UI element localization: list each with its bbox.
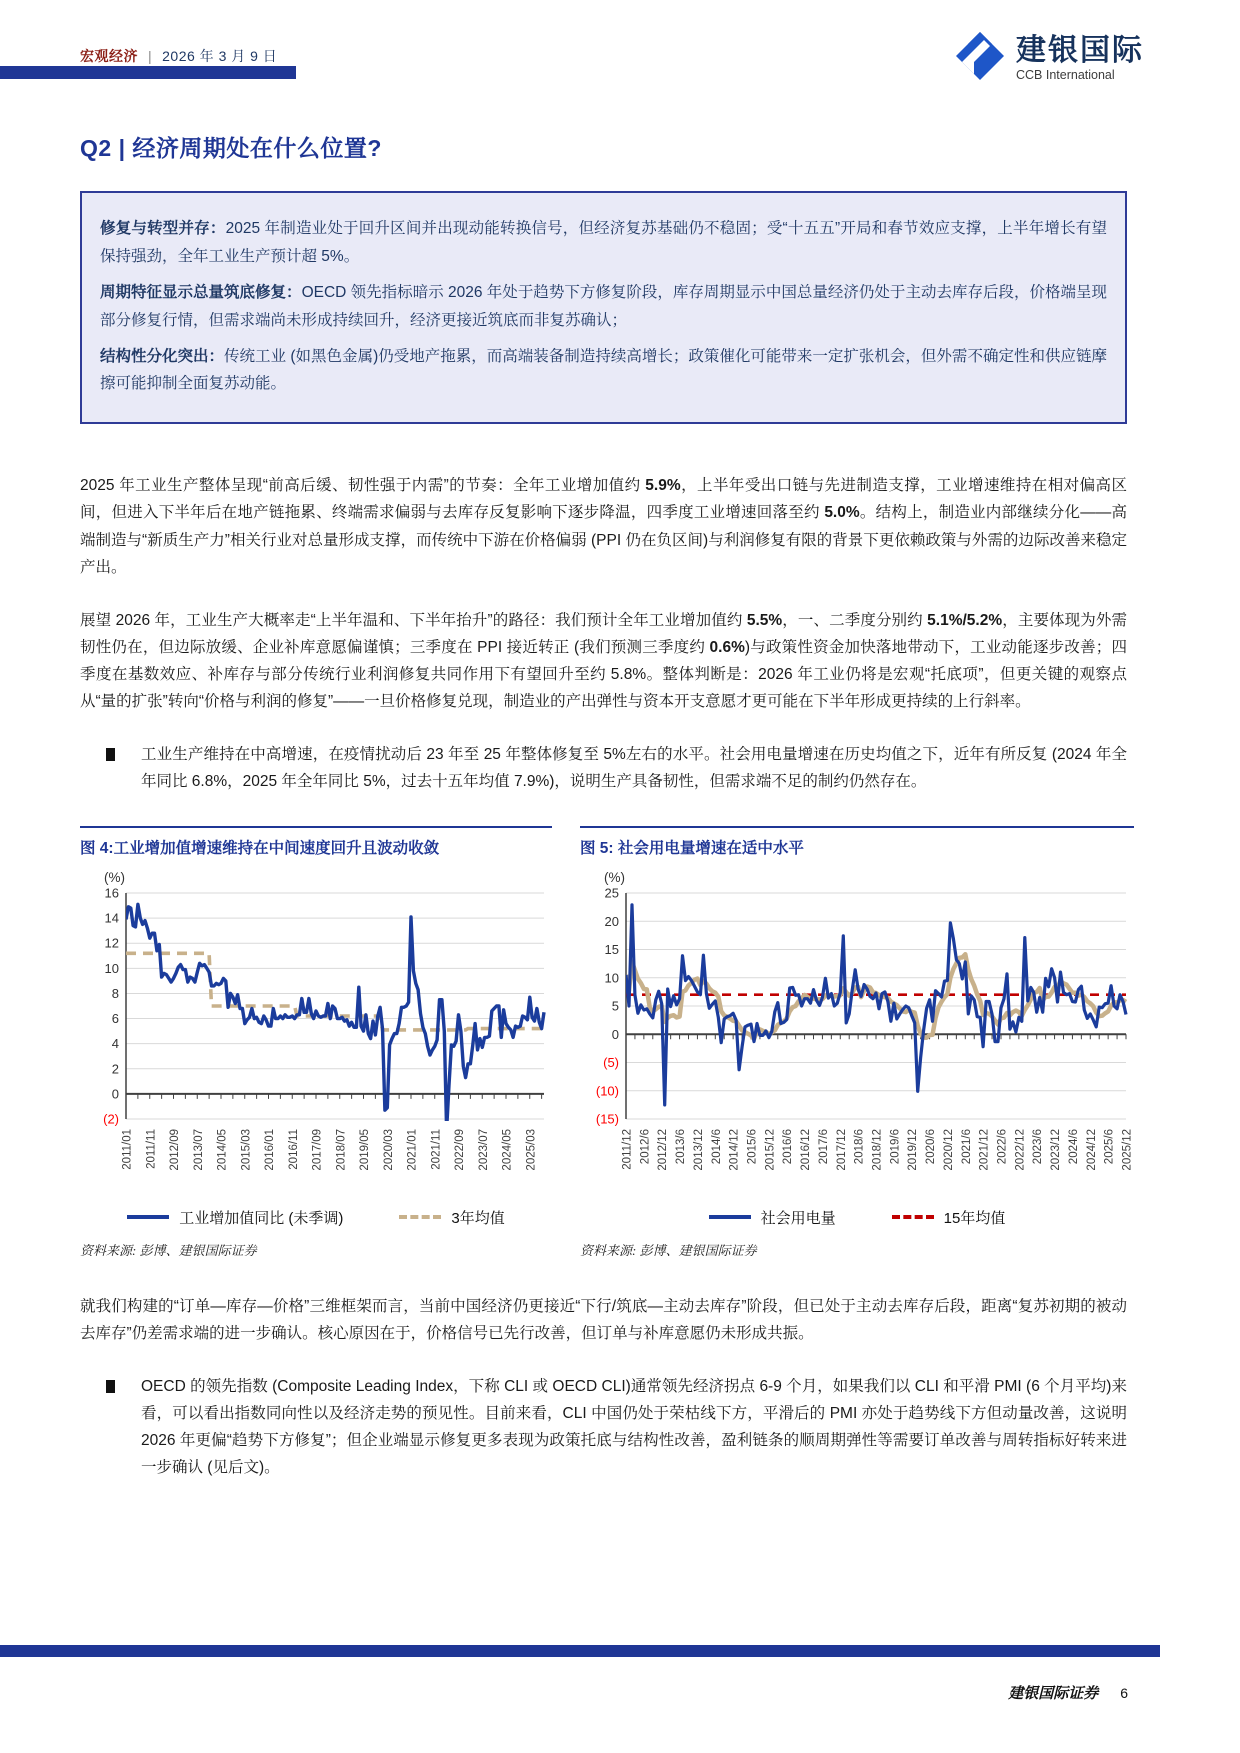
svg-text:2019/6: 2019/6 — [889, 1128, 902, 1164]
summary-box — [80, 191, 1127, 424]
svg-text:(15): (15) — [595, 1111, 619, 1127]
svg-text:2013/6: 2013/6 — [675, 1128, 688, 1164]
header-rule-bar — [0, 66, 296, 79]
summary-paragraph-2: 周期特征显示总量筑底修复：OECD 领先指标暗示 2026 年处于趋势下方修复阶段，库存周期显示中国总量经济仍处于主动去库存后段，价格端呈现部分修复行情，但需求端尚未形成持续回升，经济更接近筑底而非复苏确认； — [100, 283, 1107, 329]
dashed-line-swatch — [892, 1215, 934, 1219]
svg-text:20: 20 — [604, 913, 619, 929]
svg-text:0: 0 — [611, 1026, 619, 1042]
post-figure-text — [80, 1293, 1127, 1482]
svg-text:2013/07: 2013/07 — [192, 1128, 205, 1171]
page-number: 6 — [1120, 1685, 1128, 1701]
svg-text:2021/6: 2021/6 — [960, 1128, 973, 1164]
svg-text:2025/6: 2025/6 — [1103, 1128, 1116, 1164]
svg-text:12: 12 — [104, 935, 119, 951]
figure-5-chart — [580, 885, 1134, 1207]
svg-text:2014/05: 2014/05 — [216, 1128, 229, 1171]
bullet-square-icon — [106, 748, 115, 761]
svg-text:2025/12: 2025/12 — [1121, 1128, 1134, 1171]
svg-text:15: 15 — [604, 941, 619, 957]
figure-5 — [580, 826, 1134, 1259]
svg-text:2016/12: 2016/12 — [800, 1128, 813, 1171]
svg-text:2022/12: 2022/12 — [1014, 1128, 1027, 1171]
svg-text:14: 14 — [104, 910, 119, 926]
logo-subtitle: CCB International — [1016, 67, 1115, 82]
footer-brand: 建银国际证券 — [1008, 1686, 1099, 1702]
body-text — [80, 472, 1127, 795]
figure-5-title: 图 5: 社会用电量增速在适中水平 — [580, 839, 804, 857]
svg-text:25: 25 — [604, 885, 619, 901]
ccb-logo-text — [1016, 35, 1144, 82]
summary-paragraph-3: 结构性分化突出：传统工业 (如黑色金属)仍受地产拖累，而高端装备制造持续高增长；政策催化可能带来一定扩张机会，但外需不确定性和供应链摩擦可能抑制全面复苏动能。 — [100, 347, 1107, 393]
svg-text:2017/12: 2017/12 — [835, 1128, 848, 1171]
figure-4-unit-label: (%) — [104, 869, 125, 885]
figure-4-source: 资料来源: 彭博、建银国际证券 — [80, 1242, 257, 1258]
svg-text:2025/03: 2025/03 — [525, 1128, 538, 1171]
svg-text:10: 10 — [104, 960, 119, 976]
svg-text:2018/07: 2018/07 — [335, 1128, 348, 1171]
svg-text:2016/11: 2016/11 — [287, 1128, 300, 1170]
solid-line-swatch — [127, 1215, 169, 1219]
svg-text:2018/12: 2018/12 — [871, 1128, 884, 1171]
figure-5-source: 资料来源: 彭博、建银国际证券 — [580, 1242, 757, 1258]
svg-text:2012/09: 2012/09 — [169, 1128, 181, 1171]
summary-paragraph-1: 修复与转型并存：2025 年制造业处于回升区间并出现动能转换信号，但经济复苏基础仍不稳固；受“十五五”开局和春节效应支撑，上半年增长有望保持强劲，全年工业生产预计超 5%。 — [100, 220, 1107, 265]
svg-text:2014/6: 2014/6 — [710, 1128, 723, 1164]
svg-text:2015/03: 2015/03 — [240, 1128, 253, 1171]
eyebrow-separator: | — [148, 48, 153, 64]
legend-item-15yr-average: 15年均值 — [892, 1207, 1006, 1228]
svg-text:0: 0 — [111, 1085, 119, 1101]
svg-text:2019/12: 2019/12 — [907, 1128, 920, 1171]
figure-4-chart — [80, 885, 552, 1207]
legend-item-industrial-va: 工业增加值同比 (未季调) — [127, 1207, 343, 1228]
svg-text:2024/05: 2024/05 — [501, 1128, 514, 1171]
solid-line-swatch — [709, 1215, 751, 1219]
svg-text:2024/6: 2024/6 — [1067, 1128, 1080, 1164]
legend-item-electricity: 社会用电量 — [709, 1207, 836, 1228]
svg-text:2020/03: 2020/03 — [382, 1128, 395, 1171]
page-title: Q2 | 经济周期处在什么位置? — [80, 135, 382, 161]
svg-text:2023/12: 2023/12 — [1050, 1128, 1063, 1171]
svg-text:2017/09: 2017/09 — [311, 1128, 324, 1171]
svg-text:2023/6: 2023/6 — [1032, 1128, 1045, 1164]
logo-title: 建银国际 — [1016, 34, 1144, 68]
figure-4-title: 图 4:工业增加值增速维持在中间速度回升且波动收敛 — [80, 839, 440, 857]
bullet-item-2 — [106, 1373, 1127, 1482]
svg-text:2015/6: 2015/6 — [746, 1128, 759, 1164]
dashed-line-swatch — [399, 1215, 441, 1219]
svg-text:2022/09: 2022/09 — [454, 1128, 466, 1171]
svg-text:2011/01: 2011/01 — [121, 1128, 134, 1170]
figure-4 — [80, 826, 552, 1259]
svg-text:2: 2 — [111, 1060, 119, 1076]
svg-text:2014/12: 2014/12 — [728, 1128, 741, 1171]
ccb-logo — [954, 30, 1144, 87]
svg-text:2011/11: 2011/11 — [145, 1128, 158, 1169]
svg-text:2011/12: 2011/12 — [621, 1128, 634, 1170]
svg-text:(2): (2) — [103, 1111, 119, 1127]
svg-text:4: 4 — [111, 1035, 119, 1051]
header-eyebrow — [80, 46, 277, 66]
figures-row — [80, 826, 1134, 1259]
report-date: 2026 年 3 月 9 日 — [162, 48, 278, 64]
body-paragraph-3: 就我们构建的“订单—库存—价格”三维框架而言，当前中国经济仍更接近“下行/筑底—主动去库存”阶段，但已处于主动去库存后段，距离“复苏初期的被动去库存”仍差需求端的进一步确认。核心原因在于，价格信号已先行改善，但订单与补库意愿仍未形成共振。 — [80, 1297, 1127, 1342]
svg-text:(5): (5) — [603, 1054, 619, 1070]
figure-5-unit-label: (%) — [604, 869, 625, 885]
svg-text:10: 10 — [604, 969, 619, 985]
svg-text:(10): (10) — [595, 1082, 619, 1098]
bullet-item-1 — [106, 741, 1127, 795]
figure-4-legend — [80, 1207, 552, 1228]
svg-text:5: 5 — [611, 998, 619, 1014]
svg-text:2017/6: 2017/6 — [817, 1128, 830, 1164]
svg-text:2012/12: 2012/12 — [657, 1128, 670, 1171]
page-content — [80, 130, 1134, 1511]
legend-item-3yr-average: 3年均值 — [399, 1207, 504, 1228]
footer-rule-bar — [0, 1645, 1160, 1657]
body-paragraph-2: 展望 2026 年，工业生产大概率走“上半年温和、下半年抬升”的路径：我们预计全年工业增加值约 5.5%，一、二季度分别约 5.1%/5.2%，主要体现为外需韧性仍在，但边际放缓、企业补库意愿偏谨慎；三季度在 PPI 接近转正 (我们预测三季度约 0.6%)与政策性资金加快落地带动下，工业动能逐步改善；四季度在基数效应、补库存与部分传统行业利润修复共同作用下有望回升至约 5.8%。整体判断是：2026 年工业仍将是宏观“托底项”，但更关键的观察点从“量的扩张”转向“价格与利润的修复”——一旦价格修复兑现，制造业的产出弹性与资本开支意愿才更可能在下半年形成更持续的上行斜率。 — [80, 611, 1128, 711]
svg-text:2015/12: 2015/12 — [764, 1128, 777, 1171]
svg-text:2019/05: 2019/05 — [359, 1128, 371, 1171]
svg-text:2021/12: 2021/12 — [978, 1128, 991, 1171]
ccb-logo-icon — [954, 30, 1006, 87]
svg-text:2016/6: 2016/6 — [782, 1128, 795, 1164]
svg-text:6: 6 — [111, 1010, 119, 1026]
svg-text:2020/6: 2020/6 — [925, 1128, 938, 1164]
svg-text:2023/07: 2023/07 — [477, 1128, 490, 1171]
svg-text:2018/6: 2018/6 — [853, 1128, 866, 1164]
svg-text:16: 16 — [104, 885, 119, 901]
svg-text:2012/6: 2012/6 — [639, 1128, 652, 1164]
svg-text:2024/12: 2024/12 — [1085, 1128, 1098, 1171]
svg-text:2021/01: 2021/01 — [406, 1128, 419, 1171]
body-paragraph-1: 2025 年工业生产整体呈现“前高后缓、韧性强于内需”的节奏：全年工业增加值约 5.9%，上半年受出口链与先进制造支撑，工业增速维持在相对偏高区间，但进入下半年后在地产链拖累、终端需求偏弱与去库存反复影响下逐步降温，四季度工业增速回落至约 5.0%。结构上，制造业内部继续分化——高端制造与“新质生产力”相关行业对总量形成支撑，而传统中下游在价格偏弱 (PPI 仍在负区间)与利润修复有限的背景下更依赖政策与外需的边际改善来稳定产出。 — [80, 477, 1127, 576]
report-category: 宏观经济 — [80, 48, 138, 64]
svg-text:2013/12: 2013/12 — [692, 1128, 705, 1171]
svg-text:2020/12: 2020/12 — [942, 1128, 955, 1171]
svg-text:2016/01: 2016/01 — [264, 1128, 276, 1171]
footer-line — [1008, 1682, 1128, 1703]
svg-text:8: 8 — [111, 985, 119, 1001]
bullet-text-1: 工业生产维持在中高增速，在疫情扰动后 23 年至 25 年整体修复至 5%左右的水平。社会用电量增速在历史均值之下，近年有所反复 (2024 年全年同比 6.8%，2025 年全年同比 5%，过去十五年均值 7.9%)，说明生产具备韧性，但需求端不足的制约仍然存在。 — [141, 746, 1127, 791]
figure-5-legend — [580, 1207, 1134, 1228]
svg-text:2022/6: 2022/6 — [996, 1128, 1009, 1164]
svg-text:2021/11: 2021/11 — [430, 1128, 443, 1170]
bullet-text-2: OECD 的领先指数 (Composite Leading Index，下称 CLI 或 OECD CLI)通常领先经济拐点 6-9 个月，如果我们以 CLI 和平滑 PMI (6 个月平均)来看，可以看出指数同向性以及经济走势的预见性。目前来看，CLI 中国仍处于荣枯线下方，平滑后的 PMI 亦处于趋势线下方但动量改善，这说明 2026 年更偏“趋势下方修复”；但企业端显示修复更多表现为政策托底与结构性改善，盈利链条的顺周期弹性等需要订单改善与周转指标好转来进一步确认 (见后文)。 — [141, 1377, 1127, 1477]
bullet-square-icon — [106, 1380, 115, 1393]
